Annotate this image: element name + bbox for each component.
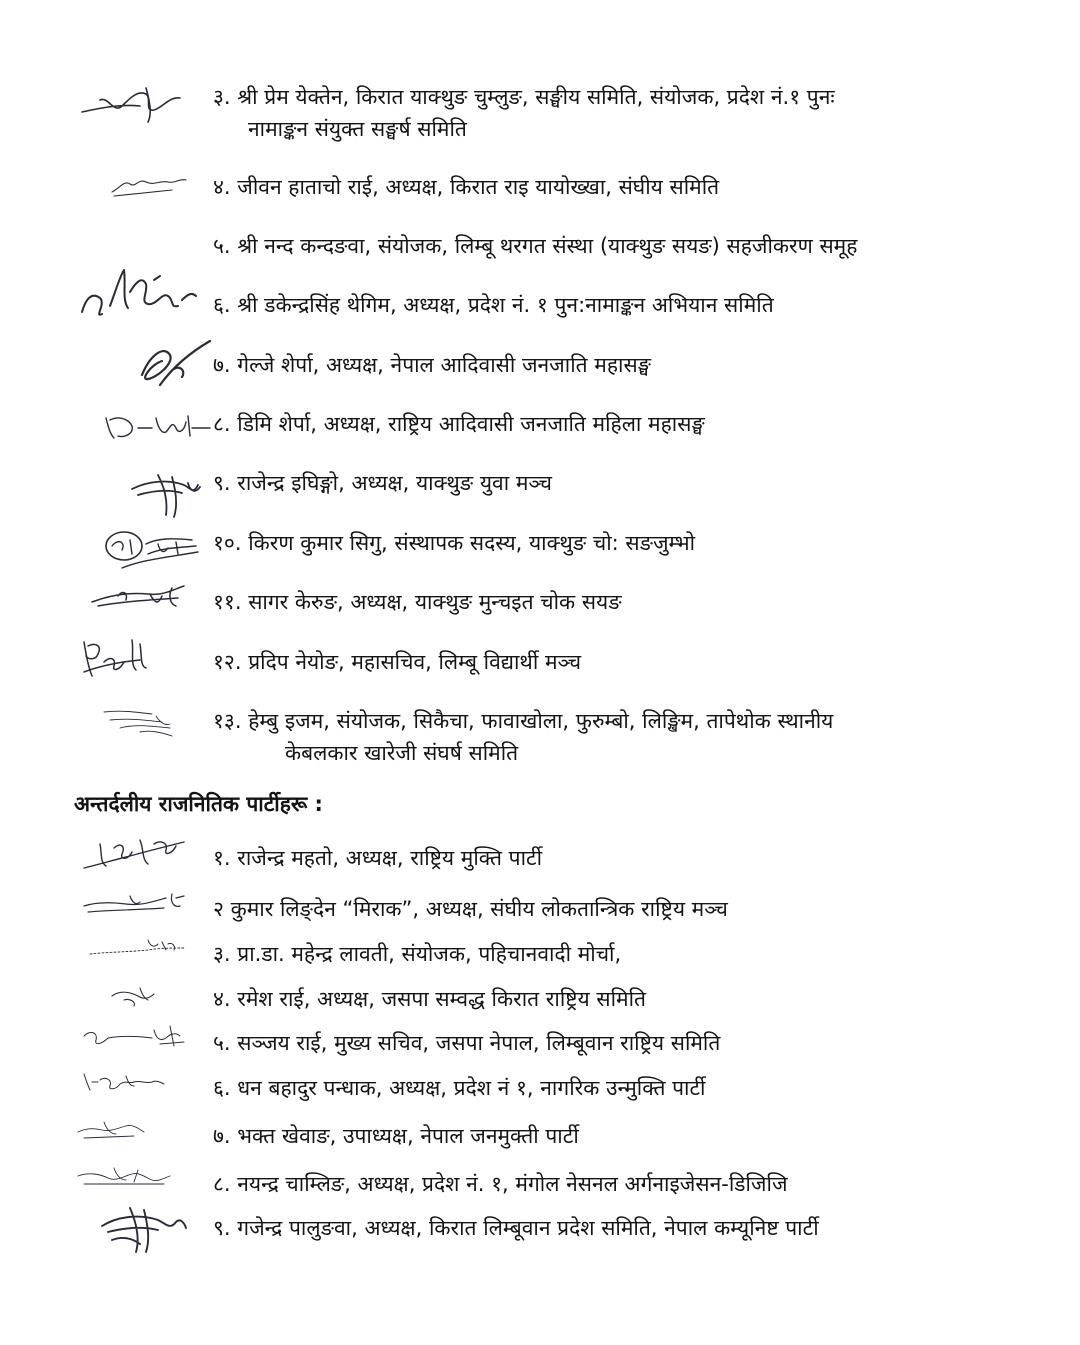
party-signature-8 xyxy=(74,1162,174,1192)
signature-6 xyxy=(72,262,207,322)
org-entry-3-continuation: नामाङ्कन संयुक्त सङ्घर्ष समिति xyxy=(248,117,467,141)
party-entry-6: ६. धन बहादुर पन्धाक, अध्यक्ष, प्रदेश नं १, नागरिक उन्मुक्ति पार्टी xyxy=(213,1076,706,1100)
org-entry-7: ७. गेल्जे शेर्पा, अध्यक्ष, नेपाल आदिवासी जनजाति महासङ्घ xyxy=(213,353,651,377)
org-entry-11: ११. सागर केरुङ, अध्यक्ष, याक्थुङ मुन्चइत चोक सयङ xyxy=(213,590,622,614)
signature-4 xyxy=(110,170,190,200)
party-entry-1: १. राजेन्द्र महतो, अध्यक्ष, राष्ट्रिय मुक्ति पार्टी xyxy=(213,846,543,870)
parties-heading: अन्तर्दलीय राजनितिक पार्टीहरू : xyxy=(74,792,323,816)
org-entry-13: १३. हेम्बु इजम, संयोजक, सिकैचा, फावाखोला, फुरुम्बो, लिङ्खिम, तापेथोक स्थानीय xyxy=(213,709,834,733)
party-entry-2: २ कुमार लिङ्देन “मिराक”, अध्यक्ष, संघीय लोकतान्त्रिक राष्ट्रिय मञ्च xyxy=(213,897,728,921)
signature-13 xyxy=(100,702,180,742)
party-entry-8: ८. नयन्द्र चाम्लिङ, अध्यक्ष, प्रदेश नं. १, मंगोल नेसनल अर्गनाइजेसन-डिजिजि xyxy=(213,1172,788,1196)
party-signature-9 xyxy=(96,1200,191,1255)
party-signature-6 xyxy=(80,1066,170,1096)
org-entry-12: १२. प्रदिप नेयोङ, महासचिव, लिम्बू विद्यार्थी मञ्च xyxy=(213,650,582,674)
party-entry-9: ९. गजेन्द्र पालुङवा, अध्यक्ष, किरात लिम्बूवान प्रदेश समिति, नेपाल कम्यूनिष्ट पार्टी xyxy=(213,1216,819,1240)
party-signature-5 xyxy=(80,1020,190,1055)
party-entry-3: ३. प्रा.डा. महेन्द्र लावती, संयोजक, पहिचानवादी मोर्चा, xyxy=(213,942,622,966)
org-entry-9: ९. राजेन्द्र इघिङ्गो, अध्यक्ष, याक्थुङ युवा मञ्च xyxy=(213,471,552,495)
org-entry-3: ३. श्री प्रेम येक्तेन, किरात याक्थुङ चुम्लुङ, सङ्घीय समिति, संयोजक, प्रदेश नं.१ पुनः xyxy=(213,85,835,109)
signature-3 xyxy=(80,82,195,127)
signature-11 xyxy=(88,582,193,612)
party-signature-4 xyxy=(108,980,158,1010)
signature-10 xyxy=(102,524,202,576)
org-entry-5: ५. श्री नन्द कन्दङवा, संयोजक, लिम्बू थरगत संस्था (याक्थुङ सयङ) सहजीकरण समूह xyxy=(213,234,858,258)
party-entry-7: ७. भक्त खेवाङ, उपाध्यक्ष, नेपाल जनमुक्ती पार्टी xyxy=(213,1124,579,1148)
signature-8 xyxy=(102,408,212,443)
party-signature-3 xyxy=(88,934,188,964)
org-entry-4: ४. जीवन हाताचो राई, अध्यक्ष, किरात राइ यायोख्खा, संघीय समिति xyxy=(213,175,720,199)
signature-12 xyxy=(80,632,165,682)
signature-9 xyxy=(128,465,208,520)
org-entry-6: ६. श्री डकेन्द्रसिंह थेगिम, अध्यक्ष, प्रदेश नं. १ पुन:नामाङ्कन अभियान समिति xyxy=(213,293,774,317)
party-signature-2 xyxy=(80,888,190,918)
org-entry-8: ८. डिमि शेर्पा, अध्यक्ष, राष्ट्रिय आदिवासी जनजाति महिला महासङ्घ xyxy=(213,412,705,436)
signature-7 xyxy=(130,335,215,390)
party-signature-1 xyxy=(80,830,190,875)
party-entry-4: ४. रमेश राई, अध्यक्ष, जसपा सम्वद्ध किरात राष्ट्रिय समिति xyxy=(213,987,646,1011)
org-entry-10: १०. किरण कुमार सिगु, संस्थापक सदस्य, याक्थुङ चो: सङजुम्भो xyxy=(213,531,696,555)
party-signature-7 xyxy=(74,1114,149,1144)
party-entry-5: ५. सञ्जय राई, मुख्य सचिव, जसपा नेपाल, लिम्बूवान राष्ट्रिय समिति xyxy=(213,1031,721,1055)
org-entry-13-continuation: केबलकार खारेजी संघर्ष समिति xyxy=(285,741,519,765)
